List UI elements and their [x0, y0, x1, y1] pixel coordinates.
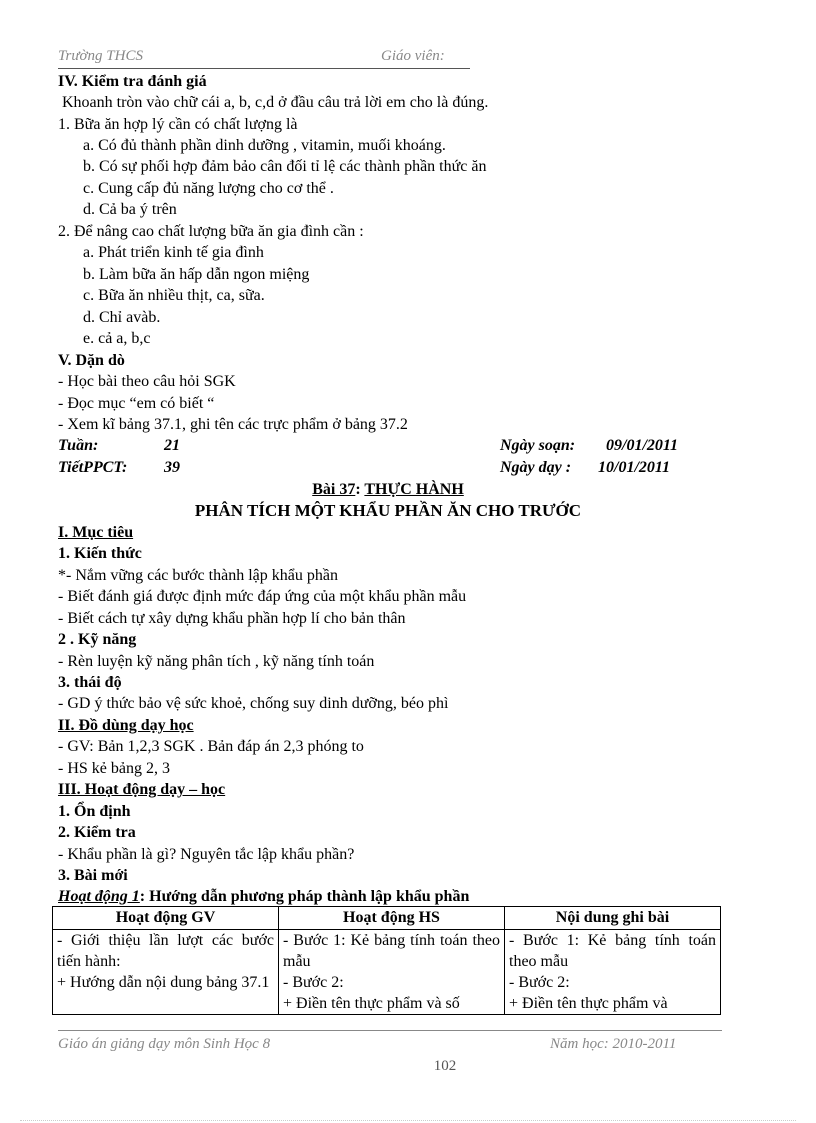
footer-divider: [58, 1030, 722, 1031]
q2-option-a: a. Phát triển kinh tế gia đình: [83, 244, 264, 261]
materials-item-2: - HS kẻ bảng 2, 3: [58, 760, 170, 777]
teach-date-value: 10/01/2011: [598, 459, 671, 476]
check-title: 2. Kiểm tra: [58, 824, 136, 841]
homework-item-2: - Đọc mục “em có biết “: [58, 395, 215, 412]
knowledge-item-2: - Biết đánh giá được định mức đáp ứng của một khẩu phần mẫu: [58, 588, 467, 605]
knowledge-item-1: *- Nắm vững các bước thành lập khẩu phần: [58, 567, 338, 584]
cell-line: + Điền tên thực phẩm và: [509, 995, 668, 1012]
prep-date-value: 09/01/2011: [606, 437, 679, 454]
knowledge-title: 1. Kiến thức: [58, 545, 142, 562]
cell-line: + Hướng dẫn nội dung bảng 37.1: [57, 974, 270, 991]
homework-item-1: - Học bài theo câu hỏi SGK: [58, 373, 236, 390]
table-row: [53, 930, 721, 1015]
prep-date-label: Ngày soạn:: [500, 437, 576, 454]
table-header-content: Nội dung ghi bài: [505, 907, 721, 930]
activity-1-title: : Hướng dẫn phương pháp thành lập khẩu phần: [139, 888, 470, 905]
new-lesson-title: 3. Bài mới: [58, 867, 128, 884]
teach-date-label: Ngày dạy :: [500, 459, 572, 476]
lesson-title-line: [0, 480, 776, 500]
q1-option-b: b. Có sự phối hợp đảm bảo cân đối tỉ lệ các thành phần thức ăn: [83, 158, 487, 175]
week-label: Tuần:: [58, 437, 99, 454]
skills-title: 2 . Kỹ năng: [58, 631, 137, 648]
page-bottom-border: [20, 1120, 796, 1121]
table-cell-teacher: [53, 930, 279, 1015]
knowledge-item-3: - Biết cách tự xây dựng khẩu phần hợp lí cho bản thân: [58, 610, 406, 627]
header-school: Trường THCS: [58, 48, 143, 64]
table-cell-student: [279, 930, 505, 1015]
q2-option-d: d. Chỉ avàb.: [83, 309, 161, 326]
materials-item-1: - GV: Bản 1,2,3 SGK . Bản đáp án 2,3 phóng to: [58, 738, 364, 755]
objectives-title: I. Mục tiêu: [58, 524, 134, 541]
week-value: 21: [164, 437, 180, 454]
q2-option-b: b. Làm bữa ăn hấp dẫn ngon miệng: [83, 266, 310, 283]
section-5-title: V. Dặn dò: [58, 352, 125, 369]
lesson-number: Bài 37: [312, 481, 356, 498]
attitude-item-1: - GD ý thức bảo vệ sức khoẻ, chống suy dinh dưỡng, béo phì: [58, 695, 449, 712]
footer-subject: Giáo án giảng dạy môn Sinh Học 8: [58, 1036, 271, 1052]
check-question: - Khẩu phần là gì? Nguyên tắc lập khẩu phần?: [58, 846, 355, 863]
activity-table: [52, 906, 721, 1015]
period-value: 39: [164, 459, 180, 476]
q2-option-c: c. Bữa ăn nhiều thịt, ca, sữa.: [83, 287, 265, 304]
table-header-row: [53, 907, 721, 930]
skills-item-1: - Rèn luyện kỹ năng phân tích , kỹ năng tính toán: [58, 653, 375, 670]
section-4-instruction: Khoanh tròn vào chữ cái a, b, c,d ở đầu câu trả lời em cho là đúng.: [62, 94, 489, 111]
footer-school-year: Năm học: 2010-2011: [550, 1036, 677, 1052]
header-teacher: Giáo viên:: [381, 48, 445, 64]
question-1: 1. Bữa ăn hợp lý cần có chất lượng là: [58, 116, 298, 133]
q1-option-c: c. Cung cấp đủ năng lượng cho cơ thể .: [83, 180, 334, 197]
q1-option-d: d. Cả ba ý trên: [83, 201, 177, 218]
page-header: [58, 48, 470, 69]
cell-line: - Bước 1: Kẻ bảng tính toán theo mẫu: [283, 932, 500, 970]
table-header-teacher: Hoạt động GV: [53, 907, 279, 930]
table-cell-content: [505, 930, 721, 1015]
question-2: 2. Để nâng cao chất lượng bữa ăn gia đình cần :: [58, 223, 364, 240]
q1-option-a: a. Có đủ thành phần dinh dưỡng , vitamin, muối khoáng.: [83, 137, 446, 154]
cell-line: + Điền tên thực phẩm và số: [283, 995, 460, 1012]
cell-line: - Bước 2:: [283, 974, 344, 991]
lesson-subtitle: PHÂN TÍCH MỘT KHẨU PHẦN ĂN CHO TRƯỚC: [194, 501, 582, 520]
materials-title: II. Đồ dùng dạy học: [58, 717, 194, 734]
section-4-title: IV. Kiểm tra đánh giá: [58, 73, 207, 90]
lesson-title: THỰC HÀNH: [364, 481, 464, 498]
table-header-student: Hoạt động HS: [279, 907, 505, 930]
homework-item-3: - Xem kĩ bảng 37.1, ghi tên các trực phẩm ở bảng 37.2: [58, 416, 408, 433]
page-number: 102: [433, 1058, 457, 1074]
period-label: TiếtPPCT:: [58, 459, 128, 476]
cell-line: - Giới thiệu lần lượt các bước tiến hành:: [57, 932, 274, 970]
cell-line: - Bước 2:: [509, 974, 570, 991]
activities-title: III. Hoạt động dạy – học: [58, 781, 226, 798]
q2-option-e: e. cả a, b,c: [83, 330, 151, 347]
stabilize-title: 1. Ổn định: [58, 803, 131, 820]
activity-1-heading: [58, 887, 469, 907]
attitude-title: 3. thái độ: [58, 674, 122, 691]
cell-line: - Bước 1: Kẻ bảng tính toán theo mẫu: [509, 932, 716, 970]
lesson-separator: :: [355, 481, 361, 498]
activity-1-label: Hoạt động 1: [58, 888, 140, 905]
